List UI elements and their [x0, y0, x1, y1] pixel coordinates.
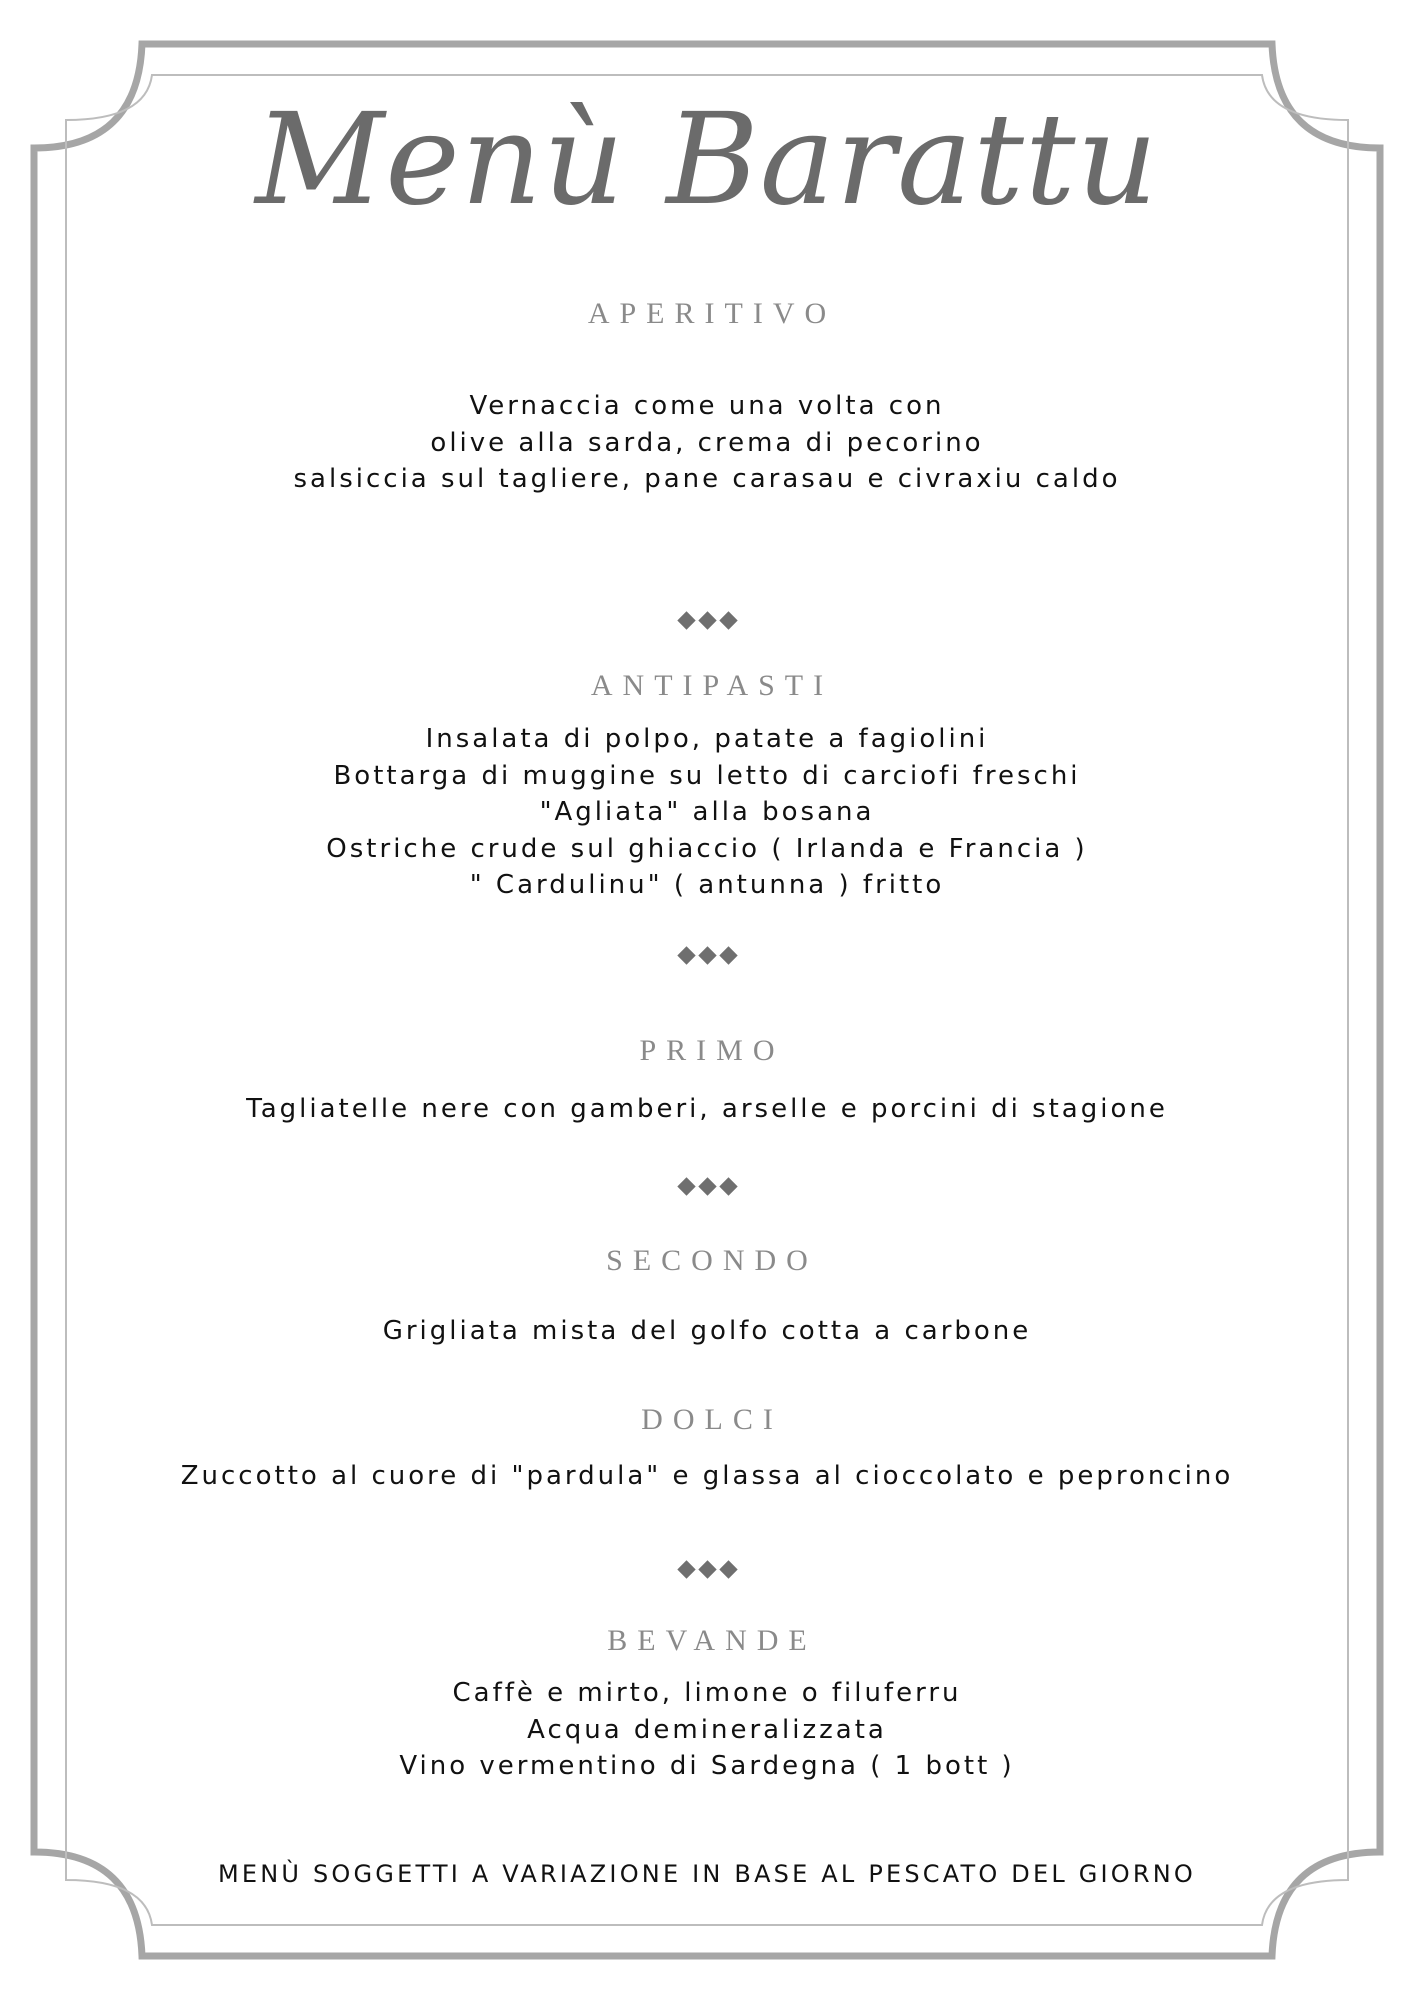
diamond-icon [677, 611, 695, 629]
menu-item: Zuccotto al cuore di "pardula" e glassa al cioccolato e peproncino [180, 1461, 1234, 1491]
diamond-icon [698, 611, 716, 629]
diamond-icon [677, 1177, 695, 1195]
diamond-divider [0, 608, 1414, 632]
menu-item: olive alla sarda, crema di pecorino [430, 427, 984, 458]
menu-item: Ostriche crude sul ghiaccio ( Irlanda e Francia ) [326, 833, 1088, 864]
diamond-icon [719, 946, 737, 964]
section-items-secondo [0, 1313, 1414, 1350]
menu-title: Menù Barattu [255, 86, 1159, 233]
footer-note: MENÙ SOGGETTI A VARIAZIONE IN BASE AL PESCATO DEL GIORNO [217, 1860, 1197, 1888]
diamond-icon [677, 1560, 695, 1578]
menu-item: "Agliata" alla bosana [539, 797, 875, 827]
section-items-bevande [0, 1675, 1414, 1785]
diamond-icon [677, 946, 695, 964]
diamond-divider [0, 1174, 1414, 1198]
section-items-dolci [0, 1458, 1414, 1495]
section-heading-bevande: BEVANDE [607, 1624, 817, 1657]
menu-item: Acqua demineralizzata [527, 1714, 887, 1745]
menu-item: Bottarga di muggine su letto di carciofi freschi [333, 760, 1081, 791]
section-heading-dolci: DOLCI [641, 1403, 783, 1436]
diamond-icon [698, 1177, 716, 1195]
section-heading-primo: PRIMO [639, 1034, 785, 1067]
section-items-primo [0, 1091, 1414, 1128]
diamond-icon [698, 1560, 716, 1578]
section-heading-antipasti: ANTIPASTI [590, 669, 834, 702]
section-items-aperitivo [0, 388, 1414, 498]
menu-item: Vino vermentino di Sardegna ( 1 bott ) [399, 1751, 1015, 1781]
menu-item: Insalata di polpo, patate a fagiolini [425, 724, 989, 754]
diamond-icon [698, 946, 716, 964]
menu-item: Grigliata mista del golfo cotta a carbone [382, 1316, 1032, 1346]
diamond-icon [719, 1560, 737, 1578]
section-heading-secondo: SECONDO [606, 1244, 818, 1277]
section-items-antipasti [0, 721, 1414, 904]
menu-item: Caffè e mirto, limone o filuferru [452, 1678, 962, 1708]
menu-item: salsiccia sul tagliere, pane carasau e civraxiu caldo [293, 464, 1121, 494]
diamond-icon [719, 611, 737, 629]
diamond-divider [0, 943, 1414, 967]
menu-item: Vernaccia come una volta con [469, 391, 945, 421]
section-heading-aperitivo: APERITIVO [587, 297, 837, 330]
diamond-divider [0, 1557, 1414, 1581]
diamond-icon [719, 1177, 737, 1195]
menu-item: " Cardulinu" ( antunna ) fritto [469, 870, 945, 900]
menu-item: Tagliatelle nere con gamberi, arselle e porcini di stagione [246, 1094, 1168, 1124]
